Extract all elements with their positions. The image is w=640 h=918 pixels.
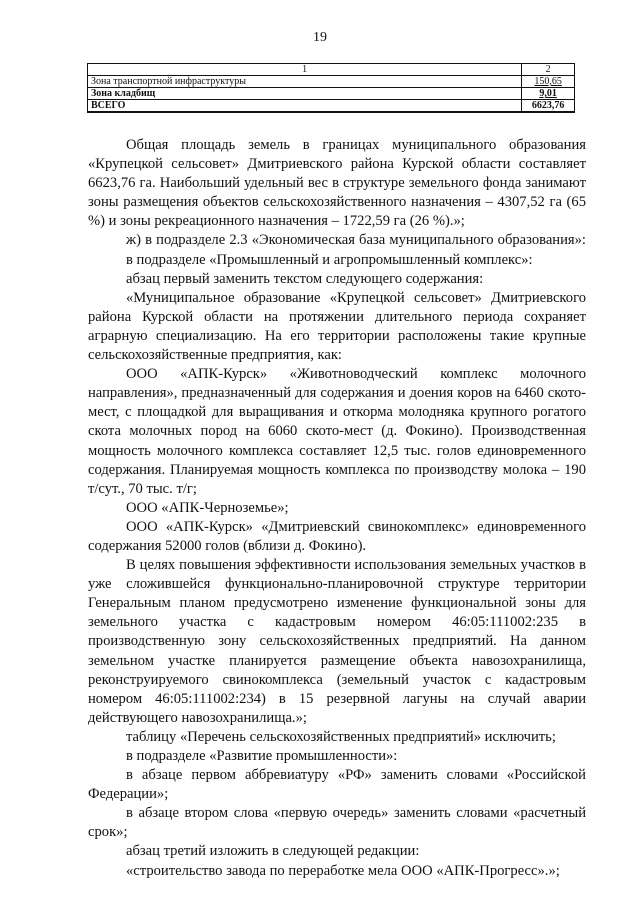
land-zones-table — [87, 63, 575, 113]
paragraph: В целях повышения эффективности использования земельных участков в уже сложившейся функционально-планировочной структуре территории Генеральным планом предусмотрено изменение функциональной зоны для земельного участка с кадастровым номером 46:05:111002:235 в производственную зону сельскохозяйственных предприятий. На данном земельном участке планируется размещение объекта навозохранилища, реконструируемого свинокомплекса (земельный участок с кадастровым номером 46:05:111002:234) в 15 резервной лагуны на случай аварии действующего навозохранилища.»; — [88, 557, 586, 726]
paragraph: в подразделе «Развитие промышленности»: — [126, 748, 398, 764]
table-cell-label: ВСЕГО — [88, 100, 522, 113]
paragraph: в абзаце первом аббревиатуру «РФ» заменить словами «Российской Федерации»; — [88, 767, 586, 803]
paragraph: Общая площадь земель в границах муниципального образования «Крупецкой сельсовет» Дмитриевского района Курской области составляет 6623,76 га. Наибольший удельный вес в структуре земельного фонда занимают зоны размещения объектов сельскохозяйственного назначения – 4307,52 га (65 %) и зоны рекреационного назначения – 1722,59 га (26 %).»; — [88, 137, 586, 230]
paragraph: ООО «АПК-Черноземье»; — [126, 499, 289, 516]
table-cell-label: Зона транспортной инфраструктуры — [88, 76, 522, 88]
paragraph: «Муниципальное образование «Крупецкой сельсовет» Дмитриевского района Курской области на протяжении длительного периода сохраняет аграрную специализацию. На его территории расположены такие крупные сельскохозяйственные предприятия, как: — [88, 289, 586, 364]
paragraph: ж) в подразделе 2.3 «Экономическая база муниципального образования»: — [126, 232, 586, 249]
paragraph: таблицу «Перечень сельскохозяйственных предприятий» исключить; — [126, 728, 556, 745]
page-number: 19 — [313, 30, 327, 45]
paragraph: ООО «АПК-Курск» «Дмитриевский свинокомплекс» единовременного содержания 52000 голов (вблизи д. Фокино). — [88, 518, 586, 554]
paragraph: в абзаце втором слова «первую очередь» заменить словами «расчетный срок»; — [88, 805, 586, 841]
table-row-total — [88, 100, 575, 113]
paragraph: ООО «АПК-Курск» «Животноводческий комплекс молочного направления», предназначенный для содержания и доения коров на 6460 ското-мест, с площадкой для выращивания и откорма молодняка крупного рогатого скота молочных пород на 6060 ското-мест (д. Фокино). Производственная мощность молочного комплекса составляет 12,5 тыс. голов единовременного содержания. Планируемая мощность комплекса по производству молока – 190 т/сут., 70 тыс. т/г; — [88, 366, 586, 497]
document-body — [88, 136, 586, 881]
paragraph: абзац первый заменить текстом следующего содержания: — [126, 270, 484, 287]
paragraph: в подразделе «Промышленный и агропромышленный комплекс»: — [126, 251, 533, 268]
table-cell-value: 150,65 — [522, 76, 575, 88]
table-cell-value: 9,01 — [522, 88, 575, 100]
table-header-cell: 1 — [88, 64, 522, 76]
table-cell-value: 6623,76 — [522, 100, 575, 113]
table-row — [88, 76, 575, 88]
paragraph: «строительство завода по переработке мела ООО «АПК-Прогресс».»; — [126, 862, 560, 879]
table-row — [88, 88, 575, 100]
paragraph: абзац третий изложить в следующей редакции: — [126, 843, 420, 860]
table-cell-label: Зона кладбищ — [88, 88, 522, 100]
table-header-row — [88, 64, 575, 76]
table-header-cell: 2 — [522, 64, 575, 76]
